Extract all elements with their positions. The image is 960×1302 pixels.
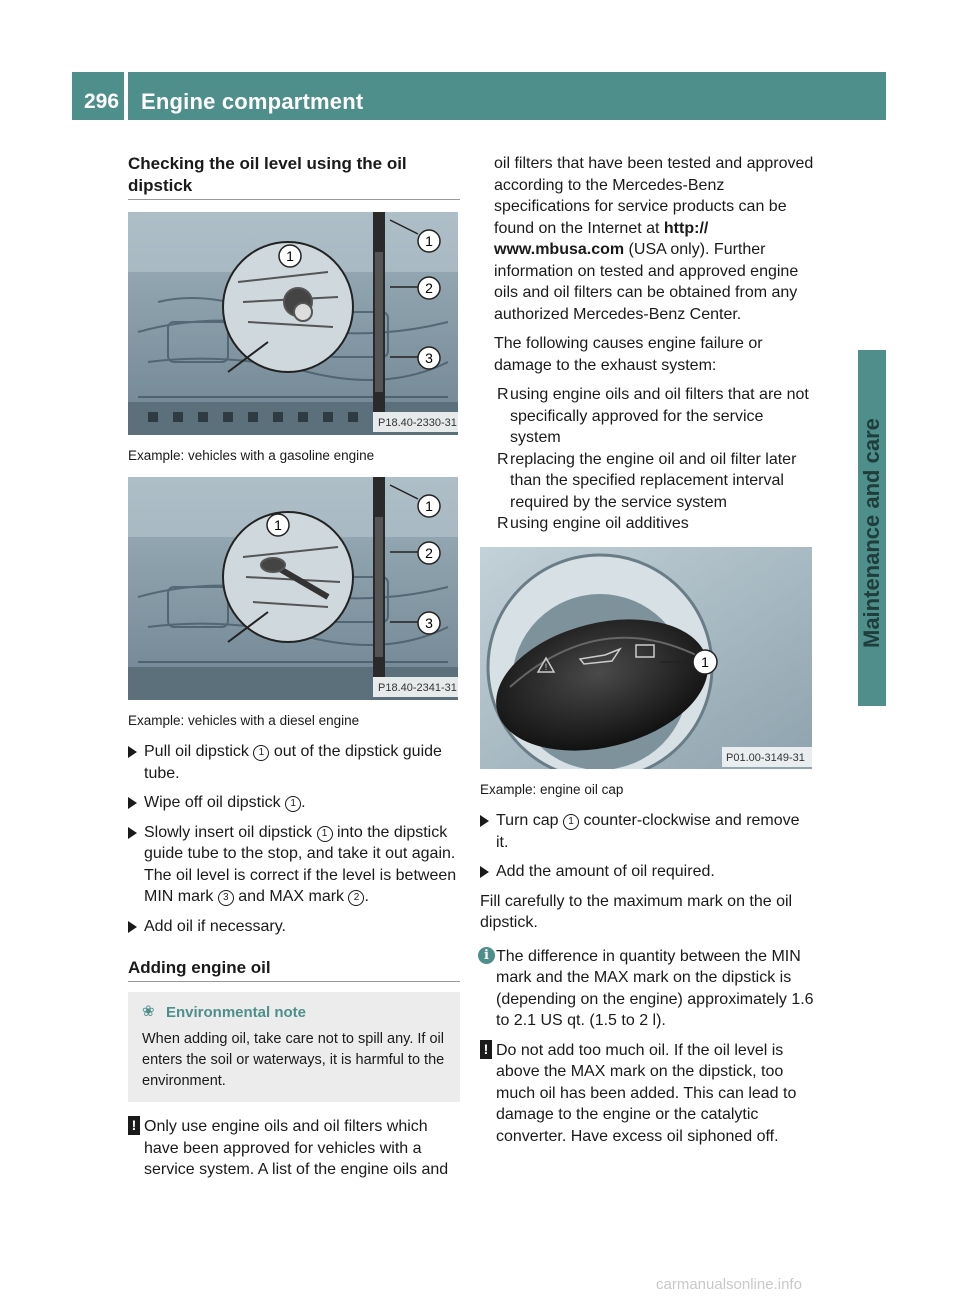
warning-icon: ! [128, 1116, 140, 1135]
bullet-icon: R [497, 515, 509, 532]
step-text: Slowly insert oil dipstick [144, 823, 317, 841]
environmental-note [128, 992, 460, 1102]
figure-code-1: P18.40-2330-31 [378, 417, 457, 429]
step-text: The oil level is correct if the level is between MIN mark [144, 866, 457, 905]
right-column [480, 153, 814, 1155]
callout-3-label: 3 [425, 350, 433, 366]
side-label: Maintenance and care [859, 418, 884, 648]
step-text: Turn cap [496, 812, 563, 829]
figure-code-3: P01.00-3149-31 [726, 751, 805, 764]
leaf-icon: ❀ [142, 1003, 155, 1020]
step-text: Pull oil dipstick [144, 743, 254, 760]
bullet-item [494, 449, 814, 514]
info-min-max [480, 946, 814, 1032]
step-arrow-icon [480, 866, 489, 878]
caption-oil-cap: Example: engine oil cap [480, 781, 624, 797]
warning-text: Only use engine oils and oil filters which have been approved for vehicles with a service system. A list of the engine oils and [144, 1118, 449, 1178]
gasoline-engine-illustration [128, 212, 458, 435]
caption-gasoline: Example: vehicles with a gasoline engine [128, 448, 375, 463]
heading-rule [128, 199, 460, 200]
warning-icon: ! [480, 1040, 492, 1059]
callout-2-label-2: 2 [425, 544, 433, 561]
warning-too-much-oil [480, 1040, 814, 1148]
bullet-text: using engine oil additives [510, 515, 689, 532]
step-insert-dipstick [128, 822, 460, 908]
step-add-amount [480, 861, 814, 883]
bullet-icon: R [497, 450, 509, 468]
engine-photo-svg [128, 212, 458, 435]
caption-diesel: Example: vehicles with a diesel engine [128, 712, 360, 728]
heading-rule [128, 981, 460, 982]
callout-1-max-label-2: 1 [425, 497, 433, 514]
oil-cap-illustration [480, 547, 812, 769]
para-oil-filters [494, 153, 814, 325]
mbusa-link[interactable]: http:// www.mbusa.com [494, 219, 709, 258]
callout-3-label-2: 3 [425, 614, 433, 631]
callout-1-icon: 1 [317, 826, 333, 842]
step-arrow-icon [128, 827, 137, 839]
step-add-oil [128, 916, 460, 938]
bullet-text: using engine oils and oil filters that are not specifically approved for the service system [510, 386, 809, 446]
step-text: and MAX mark [233, 888, 349, 905]
step-wipe-dipstick [128, 792, 460, 814]
bullet-text: replacing the engine oil and oil filter later than the specified replacement interval required by the service system [510, 450, 797, 511]
step-text: into the dipstick guide tube to the stop, and take it out again. [144, 823, 456, 862]
step-arrow-icon [128, 746, 137, 758]
note-text: When adding oil, take care not to spill any. If oil enters the soil or waterways, it is harmful to the environment. [142, 1031, 445, 1089]
step-text: . [301, 794, 306, 811]
callout-1-icon: 1 [285, 796, 301, 812]
callout-2-label: 2 [425, 280, 433, 296]
section-heading-dipstick: Checking the oil level using the oil dipstick [128, 154, 407, 195]
info-text: The difference in quantity between the MIN mark and the MAX mark on the dipstick is (depending on the engine) approximately 1.6 to 2.1 US qt. (1.5 to 2 l). [496, 947, 814, 1029]
info-icon: i [478, 947, 495, 964]
diesel-engine-illustration [128, 477, 458, 700]
callout-1-max-label: 1 [425, 233, 433, 249]
para-fill-carefully: Fill carefully to the maximum mark on the oil dipstick. [480, 892, 793, 931]
cap-warning-glyph: ! [544, 661, 548, 672]
para-text: oil filters that have been tested and approved according to the Mercedes-Benz specifications for service products can be found on the Internet at [494, 155, 814, 237]
para-text: (USA only). Further information on tested and approved engine oils and oil filters can be obtained from any authorized Mercedes-Benz Center. [494, 241, 799, 323]
section-heading-adding-oil: Adding engine oil [128, 958, 271, 977]
step-arrow-icon [480, 815, 489, 827]
para-failure-causes: The following causes engine failure or damage to the exhaust system: [494, 335, 763, 374]
warning-text: Do not add too much oil. If the oil level is above the MAX mark on the dipstick, too much oil has been added. This can lead to damage to the engine or the catalytic converter. Have excess oil siphoned off. [496, 1041, 797, 1145]
note-title-wrap [142, 1002, 450, 1023]
engine-photo-svg-2 [128, 477, 458, 700]
note-title: Environmental note [166, 1004, 307, 1021]
warning-approved-oils [128, 1116, 460, 1181]
bullet-icon: R [497, 386, 509, 403]
step-text: Wipe off oil dipstick [144, 794, 286, 811]
step-arrow-icon [128, 797, 137, 809]
callout-2-icon: 2 [348, 890, 364, 906]
page-number: 296 [84, 90, 120, 113]
step-arrow-icon [128, 921, 137, 933]
callout-1-label-3: 1 [701, 653, 709, 670]
callout-1-label: 1 [286, 248, 294, 264]
callout-1-icon: 1 [253, 745, 269, 761]
oil-cap-svg [480, 547, 812, 769]
step-text: Add oil if necessary. [144, 917, 286, 935]
step-text: Add the amount of oil required. [496, 863, 715, 880]
step-text: counter-clockwise and remove it. [496, 812, 800, 851]
callout-1-label-2: 1 [274, 516, 282, 533]
step-text: . [364, 888, 369, 905]
figure-code-2: P18.40-2341-31 [378, 681, 457, 694]
step-pull-dipstick [128, 741, 460, 784]
step-turn-cap [480, 810, 814, 853]
watermark: carmanualsonline.info [656, 1276, 802, 1293]
left-column [128, 153, 460, 1189]
callout-3-icon: 3 [218, 890, 234, 906]
step-text: out of the dipstick guide tube. [144, 743, 442, 782]
bullet-item [494, 384, 814, 449]
page-title: Engine compartment [141, 89, 364, 114]
bullet-item [494, 513, 814, 535]
callout-1-icon: 1 [563, 814, 579, 830]
